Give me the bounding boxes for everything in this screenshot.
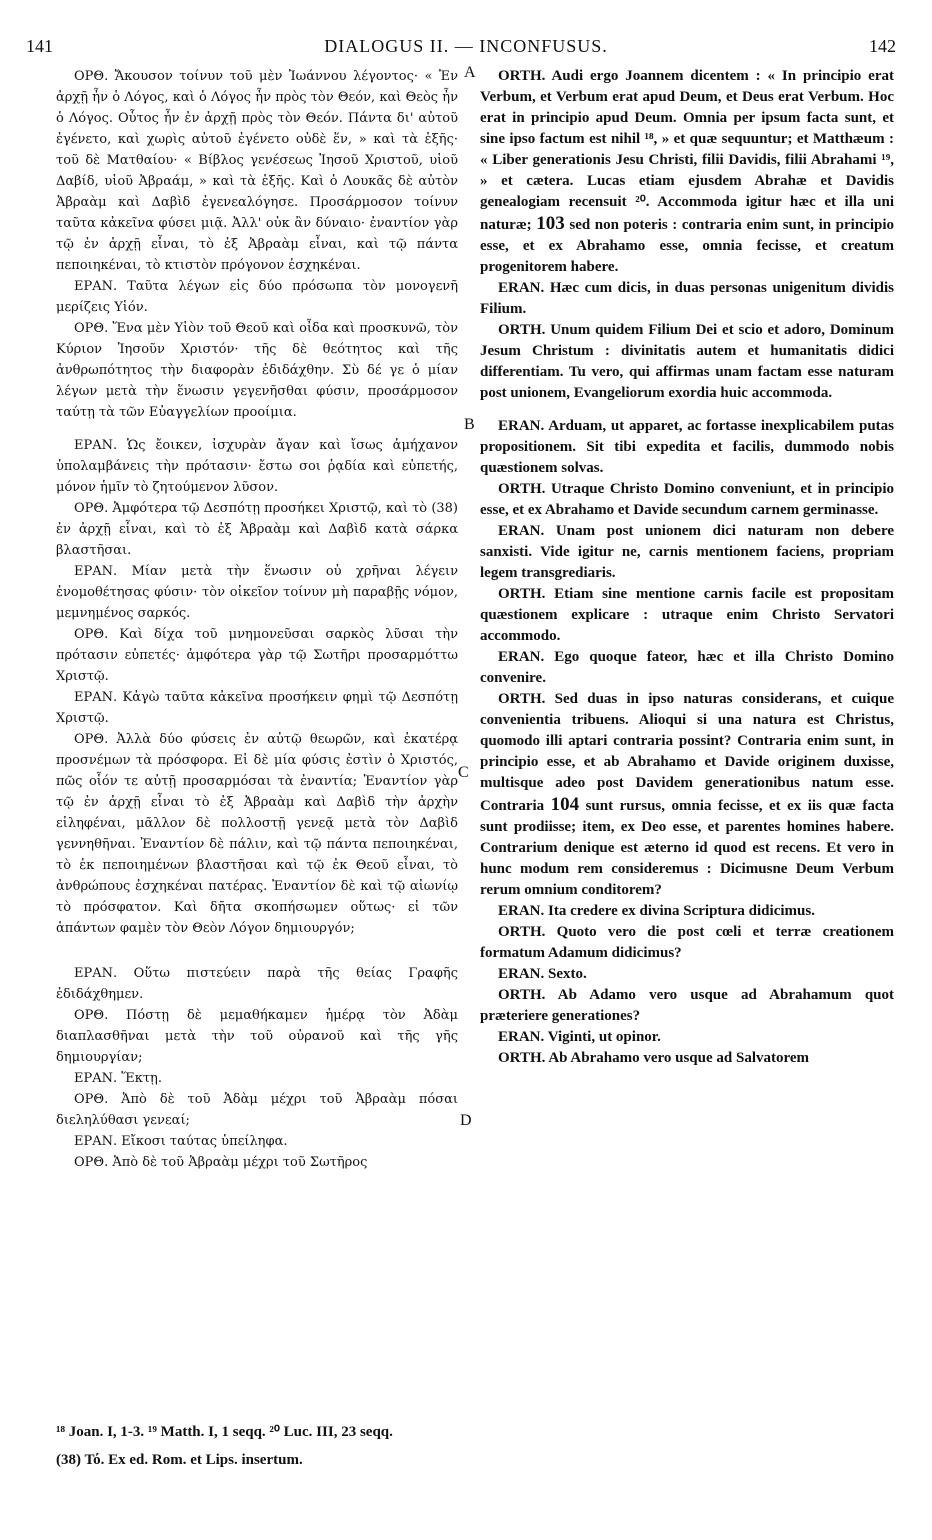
latin-text: ORTH. Sed duas in ipso naturas considerans, et cuique convenientia tribuens. Alioqui si una natura est Christus, quomodo illi aptari contraria possint? Contraria enim sunt, in principio esse, et ab Abrahamo et Davide originem duxisse, multisque adeo post Davidem generationibus natum esse. Contraria <box>480 691 894 814</box>
latin-column <box>480 66 894 1069</box>
latin-paragraph: ORTH. Ab Adamo vero usque ad Abrahamum quot præteriere generationes? <box>480 987 894 1024</box>
greek-paragraph: ΕΡΑΝ. Ἕκτῃ. <box>74 1071 162 1086</box>
latin-paragraph: ERAN. Hæc cum dicis, in duas personas unigenitum dividis Filium. <box>480 280 894 317</box>
greek-paragraph: ΕΡΑΝ. Ὡς ἔοικεν, ἰσχυρὰν ἄγαν καὶ ἴσως ἀμήχανον ὑπολαμβάνεις τὴν πρότασιν· ἔστω σοι ῥᾳδία καὶ εὐπετής, μόνον ἡμῖν τὸ ζητούμενον λῦσον. <box>56 438 458 495</box>
margin-letter-c: C <box>458 764 469 781</box>
greek-paragraph: ΕΡΑΝ. Κἀγὼ ταῦτα κἀκεῖνα προσήκειν φημὶ τῷ Δεσπότῃ Χριστῷ. <box>56 690 458 726</box>
greek-paragraph: ΟΡΘ. Ἄκουσον τοίνυν τοῦ μὲν Ἰωάννου λέγοντος· « Ἐν ἀρχῇ ἦν ὁ Λόγος, καὶ ὁ Λόγος ἦν πρὸς τὸν Θεόν, καὶ Θεὸς ἦν ὁ Λόγος. Οὗτος ἦν ἐν ἀρχῇ πρὸς τὸν Θεόν. Πάντα δι' αὐτοῦ ἐγένετο, καὶ χωρὶς αὐτοῦ ἐγένετο οὐδὲ ἕν, » καὶ τὰ ἑξῆς· τοῦ δὲ Ματθαίου· « Βίβλος γενέσεως Ἰησοῦ Χριστοῦ, υἱοῦ Δαβίδ, υἱοῦ Ἀβραάμ, » καὶ τὰ ἑξῆς. Καὶ ὁ Λουκᾶς δὲ αὐτὸν Ἀβραὰμ καὶ Δαβὶδ ἐγενεαλόγησε. Προσάρμοσον τοίνυν ταῦτα κἀκεῖνα φύσει μιᾷ. Ἀλλ' οὐκ ἂν δύναιο· ἐναντίον γὰρ τῷ ἐν ἀρχῇ εἶναι, τὸ ἐξ Ἀβραὰμ εἶναι, καὶ τῷ πάντα πεποιηκέναι, τὸ κτιστὸν πρόγονον ἐσχηκέναι. <box>56 69 458 273</box>
column-number-104: 104 <box>550 794 580 815</box>
greek-paragraph: ΕΡΑΝ. Μίαν μετὰ τὴν ἕνωσιν οὐ χρῆναι λέγειν ἐνομοθέτησας φύσιν· τὸν οἰκεῖον τοίνυν μὴ παραβῇς νόμον, μεμνημένος σαρκός. <box>56 564 458 621</box>
page-number-right: 142 <box>869 36 896 56</box>
greek-paragraph: ΟΡΘ. Καὶ δίχα τοῦ μνημονεῦσαι σαρκὸς λῦσαι τὴν πρότασιν εὐπετές· ἀμφότερα γὰρ τῷ Σωτῆρι προσαρμόττω Χριστῷ. <box>56 627 458 684</box>
greek-paragraph: ΟΡΘ. Ἕνα μὲν Υἱὸν τοῦ Θεοῦ καὶ οἶδα καὶ προσκυνῶ, τὸν Κύριον Ἰησοῦν Χριστόν· τῆς δὲ θεότητος καὶ τῆς ἀνθρωπότητος τὴν διαφορὰν ἐδιδάχθην. Σὺ δέ γε ὁ μίαν λέγων μετὰ τὴν ἕνωσιν γεγενῆσθαι φύσιν, προσάρμοσον ταύτῃ τὰ τῶν Εὐαγγελίων προοίμια. <box>56 321 458 420</box>
greek-paragraph: ΟΡΘ. Ἀμφότερα τῷ Δεσπότῃ προσήκει Χριστῷ, καὶ τὸ (38) ἐν ἀρχῇ εἶναι, καὶ τὸ ἐξ Ἀβραὰμ καὶ Δαβὶδ κατὰ σάρκα βλαστῆσαι. <box>56 501 458 558</box>
page-header <box>0 0 932 60</box>
margin-letter-d: D <box>460 1112 472 1129</box>
latin-paragraph: ERAN. Unam post unionem dici naturam non debere sanxisti. Vide igitur ne, carnis mentionem faciens, propriam legem transgrediaris. <box>480 523 894 581</box>
page-number-left: 141 <box>26 36 53 56</box>
footnote-line: ¹⁸ Joan. I, 1-3. ¹⁹ Matth. I, 1 seqq. ²⁰ Luc. III, 23 seqq. <box>56 1424 393 1440</box>
greek-paragraph: ΕΡΑΝ. Οὕτω πιστεύειν παρὰ τῆς θείας Γραφῆς ἐδιδάχθημεν. <box>56 966 458 1002</box>
greek-column <box>56 66 458 1173</box>
latin-text: sunt rursus, omnia fecisse, et ex iis quæ facta sunt prodiisse; item, ex Deo esse, et parentes homines habere. Contrarium denique est æterno id quod est recens. Et vero in hunc modum rem consideremus : Dicimusne Deum Verbum rerum omnium conditorem? <box>480 798 894 898</box>
latin-paragraph <box>480 689 894 901</box>
latin-paragraph: ERAN. Viginti, ut opinor. <box>498 1029 661 1045</box>
running-title: DIALOGUS II. — INCONFUSUS. <box>324 36 608 56</box>
greek-paragraph: ΟΡΘ. Ἀπὸ δὲ τοῦ Ἀβραὰμ μέχρι τοῦ Σωτῆρος <box>74 1155 368 1170</box>
latin-paragraph: ORTH. Utraque Christo Domino conveniunt, et in principio esse, et ex Abrahamo et Davide secundum carnem germinasse. <box>480 481 894 518</box>
latin-paragraph: ORTH. Etiam sine mentione carnis facile est propositam quæstionem explicare : utraque enim Christo Servatori accommodo. <box>480 586 894 644</box>
greek-paragraph: ΟΡΘ. Ἀπὸ δὲ τοῦ Ἀδὰμ μέχρι τοῦ Ἀβραὰμ πόσαι διεληλύθασι γενεαί; <box>56 1092 458 1128</box>
latin-text: ORTH. Audi ergo Joannem dicentem : « In principio erat Verbum, et Verbum erat apud Deum, et Deus erat Verbum. Hoc erat in principio apud Deum. Omnia per ipsum facta sunt, et sine ipso factum est nihil ¹⁸, » et quæ sequuntur; et Matthæum : « Liber generationis Jesu Christi, filii Davidis, filii Abrahami ¹⁹, » et cætera. Lucas etiam ejusdem Abrahæ et Davidis genealogiam recensuit ²⁰. Accommoda igitur hæc et illa uni naturæ; <box>480 68 894 233</box>
greek-paragraph: ΟΡΘ. Ἀλλὰ δύο φύσεις ἐν αὐτῷ θεωρῶν, καὶ ἑκατέρᾳ προσνέμων τὰ πρόσφορα. Εἰ δὲ μία φύσις ἐστὶν ὁ Χριστός, πῶς οἷόν τε αὐτῇ προσαρμόσαι τὰ ἐναντία; Ἐναντίον γὰρ τῷ ἐν ἀρχῇ εἶναι τὸ ἐξ Ἀβραὰμ καὶ Δαβὶδ τὴν ἀρχὴν εἰληφέναι, μᾶλλον δὲ πολλοστῇ γενεᾷ μετὰ τὸν Δαβὶδ γεννηθῆναι. Ἐναντίον δὲ πάλιν, καὶ τῷ πάντα πεποιηκέναι, τὸ ἐκ πεποιημένων βλαστῆσαι καὶ τῷ ἐκ Θεοῦ εἶναι, τὸ ἀνθρώπους ἐσχηκέναι πατέρας. Ἐναντίον δὲ καὶ τῷ αἰωνίῳ τὸ πρόσφατον. Καὶ δῆτα σκοπήσωμεν οὕτως· εἰ τῶν ἁπάντων φαμὲν τὸν Θεὸν Λόγον δημιουργόν; <box>56 732 458 936</box>
latin-text: sed non poteris : contraria enim sunt, in principio esse, et ex Abrahamo esse, omnia fecisse, et creatum progenitorem habere. <box>480 217 895 275</box>
greek-paragraph: ΟΡΘ. Πόστῃ δὲ μεμαθήκαμεν ἡμέρᾳ τὸν Ἀδὰμ διαπλασθῆναι μετὰ τὴν τοῦ οὐρανοῦ καὶ τῆς γῆς δημιουργίαν; <box>56 1008 458 1065</box>
margin-letter-a: A <box>464 64 476 81</box>
footnote-line: (38) Τό. Ex ed. Rom. et Lips. insertum. <box>56 1452 303 1468</box>
latin-paragraph: ERAN. Ita credere ex divina Scriptura didicimus. <box>498 903 815 919</box>
latin-paragraph: ERAN. Sexto. <box>498 966 587 982</box>
latin-paragraph: ORTH. Ab Abrahamo vero usque ad Salvatorem <box>498 1050 810 1066</box>
footnotes <box>56 1418 896 1474</box>
column-number-103: 103 <box>536 213 565 234</box>
greek-paragraph: ΕΡΑΝ. Ταῦτα λέγων εἰς δύο πρόσωπα τὸν μονογενῆ μερίζεις Υἱόν. <box>56 279 458 315</box>
margin-letter-b: B <box>464 416 475 433</box>
latin-paragraph: ORTH. Unum quidem Filium Dei et scio et adoro, Dominum Jesum Christum : divinitatis autem et humanitatis didici differentiam. Tu vero, qui affirmas unam factam esse naturam post unionem, Evangeliorum exordia huic accommoda. <box>480 322 894 401</box>
greek-paragraph: ΕΡΑΝ. Εἴκοσι ταύτας ὑπείληφα. <box>74 1134 288 1149</box>
latin-paragraph: ERAN. Arduam, ut apparet, ac fortasse inexplicabilem putas propositionem. Sit tibi expedita et facilis, dummodo nobis quæstionem solvas. <box>480 418 894 476</box>
latin-paragraph: ORTH. Quoto vero die post cœli et terræ creationem formatum Adamum didicimus? <box>480 924 894 961</box>
latin-paragraph <box>480 66 894 278</box>
latin-paragraph: ERAN. Ego quoque fateor, hæc et illa Christo Domino convenire. <box>480 649 894 686</box>
